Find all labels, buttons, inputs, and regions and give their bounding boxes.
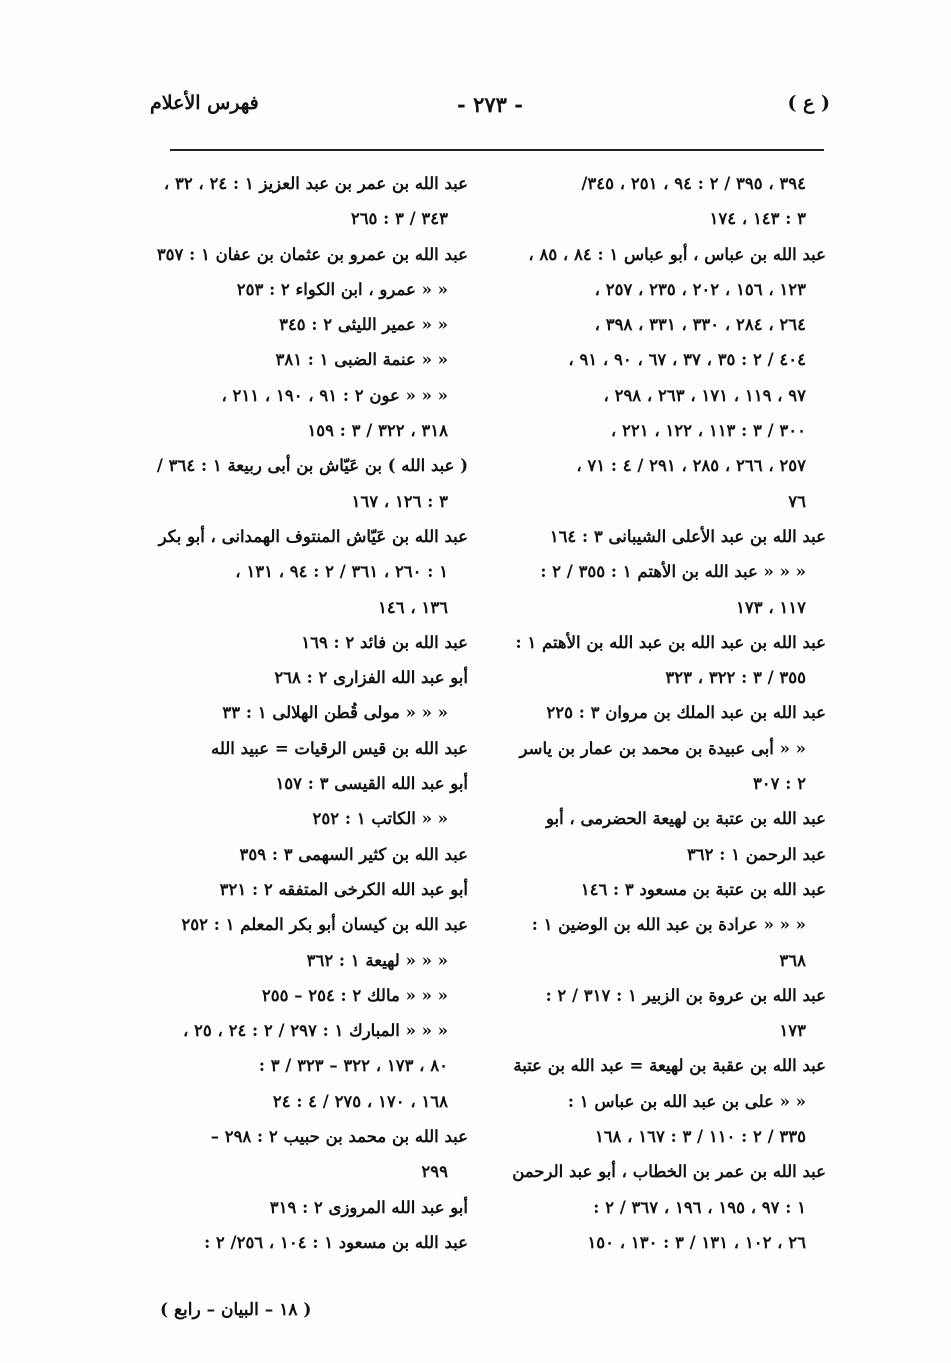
index-line: أبو عبد الله الكرخى المتفقه ٢ : ٣٢١: [219, 879, 468, 899]
index-line: عبد الله بن كثير السهمى ٣ : ٣٥٩: [239, 844, 468, 864]
page-number: - ٢٧٣ -: [457, 92, 523, 117]
index-line: « « عمرو ، ابن الكواء ٢ : ٢٥٣: [236, 279, 448, 299]
index-line: « « « عبد الله بن الأهتم ١ : ٣٥٥ / ٢ :: [540, 562, 806, 582]
index-line: « « أبى عبيدة بن محمد بن عمار بن ياسر: [519, 738, 806, 758]
index-line: عبد الله بن عبد الله بن عبد الله بن الأهتم ١ :: [515, 632, 826, 652]
index-line: ٣٥٥ / ٣ : ٣٢٢ ، ٣٢٣: [665, 668, 806, 688]
section-letter: ( ع ): [787, 92, 830, 114]
index-line: « « الكاتب ١ : ٢٥٢: [312, 809, 448, 829]
index-line: ٨٠ ، ١٧٣ ، ٣٢٢ – ٣٢٣ / ٣ :: [258, 1056, 448, 1076]
index-line: ٣٦٨: [779, 950, 806, 970]
index-line: عبد الله بن عمر بن عبد العزيز ١ : ٢٤ ، ٣٢ ،: [163, 174, 468, 193]
index-line: عبد الله بن كيسان أبو بكر المعلم ١ : ٢٥٢: [181, 915, 468, 935]
index-line: « « « لهيعة ١ : ٣٦٢: [306, 950, 448, 970]
index-line: عبد الله بن محمد بن حبيب ٢ : ٢٩٨ –: [210, 1127, 468, 1147]
left-column: [138, 166, 468, 1260]
index-line: ٣٤٣ / ٣ : ٢٦٥: [350, 209, 448, 229]
index-line: ١٢٣ ، ١٥٦ ، ٢٠٢ ، ٢٣٥ ، ٢٥٧ ،: [594, 279, 806, 299]
index-line: ٢ : ٣٠٧: [752, 774, 806, 794]
index-line: أبو عبد الله المروزى ٢ : ٣١٩: [269, 1197, 468, 1217]
index-line: « « « مالك ٢ : ٢٥٤ – ٢٥٥: [261, 985, 448, 1005]
index-line: عبد الرحمن ١ : ٣٦٢: [686, 844, 826, 864]
index-line: عبد الله بن عمر بن الخطاب ، أبو عبد الرحمن: [512, 1162, 826, 1182]
index-line: ١٣٦ ، ١٤٦: [377, 597, 448, 617]
index-line: ٣ : ١٢٦ ، ١٦٧: [351, 491, 448, 511]
header-rule: [170, 149, 824, 151]
index-line: ٣ : ١٤٣ ، ١٧٤: [709, 209, 806, 229]
index-line: عبد الله بن فائد ٢ : ١٦٩: [301, 632, 468, 652]
index-line: ١ : ٩٧ ، ١٩٥ ، ١٩٦ ، ٣٦٧ / ٢ :: [593, 1197, 806, 1217]
index-line: عبد الله بن عباس ، أبو عباس ١ : ٨٤ ، ٨٥ ،: [528, 244, 826, 264]
index-line: عبد الله بن عروة بن الزبير ١ : ٣١٧ / ٢ :: [545, 985, 826, 1005]
index-line: ٢٦ ، ١٠٢ ، ١٣١ / ٣ : ١٣٠ ، ١٥٠: [587, 1232, 806, 1252]
index-line: ٢٦٤ ، ٢٨٤ ، ٣٣٠ ، ٣٣١ ، ٣٩٨ ،: [594, 315, 806, 335]
index-line: ٤٠٤ / ٢ : ٣٥ ، ٣٧ ، ٦٧ ، ٩٠ ، ٩١ ،: [568, 350, 806, 370]
index-line: ١١٧ ، ١٧٣: [735, 597, 806, 617]
index-line: « « عمير الليثى ٢ : ٣٤٥: [279, 315, 448, 335]
index-line: ١٦٨ ، ١٧٠ ، ٢٧٥ / ٤ : ٢٤: [272, 1091, 448, 1111]
index-title: فهرس الأعلام: [150, 92, 259, 114]
index-line: ٢٩٩: [421, 1162, 448, 1182]
index-line: عبد الله بن مسعود ١ : ١٠٤ ، ٢٥٦/ ٢ :: [204, 1232, 468, 1252]
index-line: ٣٩٤ ، ٣٩٥ / ٢ : ٩٤ ، ٢٥١ ، ٣٤٥/: [581, 174, 806, 193]
index-line: ٣١٨ ، ٣٢٢ / ٣ : ١٥٩: [307, 421, 448, 441]
index-line: « « « المبارك ١ : ٢٩٧ / ٢ : ٢٤ ، ٢٥ ،: [182, 1021, 448, 1041]
index-line: ٩٧ ، ١١٩ ، ١٧١ ، ٢٦٣ ، ٢٩٨ ،: [603, 385, 806, 405]
signature-mark: ( ١٨ – البيان – رابع ): [160, 1300, 312, 1320]
index-line: ٧٦: [788, 491, 806, 511]
index-line: ٣٠٠ / ٣ : ١١٣ ، ١٢٢ ، ٢٢١ ،: [610, 421, 806, 441]
index-line: « « « مولى قُطن الهلالى ١ : ٣٣: [222, 703, 448, 723]
index-line: « « على بن عبد الله بن عباس ١ :: [567, 1091, 806, 1111]
index-line: ٢٥٧ ، ٢٦٦ ، ٢٨٥ ، ٢٩١ / ٤ : ٧١ ،: [576, 456, 806, 476]
right-column: [496, 166, 826, 1260]
index-line: ( عبد الله ) بن عَيّاش بن أبى ربيعة ١ : ٣٦٤ /: [156, 456, 468, 476]
index-line: عبد الله بن عقبة بن لهيعة = عبد الله بن عتبة: [513, 1056, 826, 1076]
index-line: ١ : ٢٦٠ ، ٣٦١ / ٢ : ٩٤ ، ١٣١ ،: [235, 562, 448, 582]
index-line: « « « عون ٢ : ٩١ ، ١٩٠ ، ٢١١ ،: [221, 385, 448, 405]
page-header: [150, 92, 830, 132]
index-line: عبد الله بن قيس الرقيات = عبيد الله: [210, 738, 468, 758]
index-line: ١٧٣: [779, 1021, 806, 1041]
index-line: « « عنمة الضبى ١ : ٣٨١: [275, 350, 448, 370]
index-line: عبد الله بن عتبة بن لهيعة الحضرمى ، أبو: [545, 809, 826, 829]
index-line: عبد الله بن عبد الملك بن مروان ٣ : ٢٢٥: [546, 703, 826, 723]
index-line: عبد الله بن عَيّاش المنتوف الهمدانى ، أبو بكر: [158, 526, 468, 546]
index-line: أبو عبد الله القيسى ٣ : ١٥٧: [275, 774, 468, 794]
index-line: « « « عرادة بن عبد الله بن الوضين ١ :: [531, 915, 806, 935]
index-line: عبد الله بن عتبة بن مسعود ٣ : ١٤٦: [580, 879, 826, 899]
index-line: أبو عبد الله الفزارى ٢ : ٢٦٨: [274, 668, 468, 688]
index-line: ٣٣٥ / ٢ : ١١٠ / ٣ : ١٦٧ ، ١٦٨: [594, 1127, 806, 1147]
index-line: عبد الله بن عبد الأعلى الشيبانى ٣ : ١٦٤: [549, 526, 826, 546]
index-line: عبد الله بن عمرو بن عثمان بن عفان ١ : ٣٥٧: [156, 244, 468, 264]
